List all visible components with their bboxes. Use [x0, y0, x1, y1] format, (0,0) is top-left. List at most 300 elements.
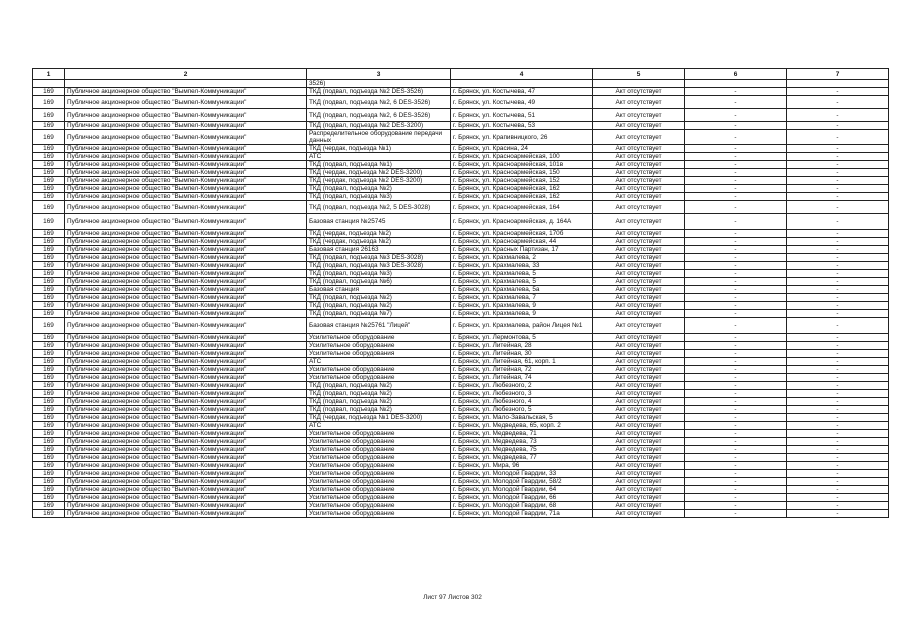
column-header: 7	[787, 69, 889, 80]
table-row	[33, 334, 889, 342]
cell-col7: -	[787, 350, 889, 358]
table-row	[33, 406, 889, 414]
cell-number: 169	[33, 494, 65, 502]
cell-col7: -	[787, 334, 889, 342]
cell-col6: -	[685, 122, 787, 130]
cell-address: г. Брянск, ул. Красноармейская, 164	[451, 201, 593, 214]
cell-address: г. Брянск, ул. Костычева, 47	[451, 88, 593, 96]
cell-act: Акт отсутствует	[593, 430, 685, 438]
cell-address: г. Брянск, ул. Красноармейская, 44	[451, 238, 593, 246]
cell-act: Акт отсутствует	[593, 406, 685, 414]
cell-col6: -	[685, 366, 787, 374]
cell-col7: -	[787, 462, 889, 470]
table-row	[33, 366, 889, 374]
cell-number: 169	[33, 486, 65, 494]
cell-address: г. Брянск, ул. Литейная, 72	[451, 366, 593, 374]
cell-object: Усилительное оборудования	[307, 350, 451, 358]
cell	[451, 80, 593, 88]
cell-object: ТКД (подвал, подъезда №2, 6 DES-3526)	[307, 109, 451, 122]
cell-address: г. Брянск, ул. Любезного, 2	[451, 382, 593, 390]
cell-act: Акт отсутствует	[593, 502, 685, 510]
cell-col7: -	[787, 246, 889, 254]
cell-number: 169	[33, 510, 65, 518]
cell-act: Акт отсутствует	[593, 185, 685, 193]
cell-act: Акт отсутствует	[593, 230, 685, 238]
cell-address: г. Брянск, ул. Литейная, 28	[451, 342, 593, 350]
cell-address: г. Брянск, ул. Костычева, 49	[451, 96, 593, 109]
cell-number: 169	[33, 122, 65, 130]
cell-object: Усилительное оборудование	[307, 486, 451, 494]
cell-col6: -	[685, 406, 787, 414]
cell-col7: -	[787, 366, 889, 374]
cell-col7: -	[787, 161, 889, 169]
cell-act: Акт отсутствует	[593, 462, 685, 470]
cell-col6: -	[685, 109, 787, 122]
table-row	[33, 478, 889, 486]
cell-col6: -	[685, 446, 787, 454]
cell-number: 169	[33, 398, 65, 406]
cell-col6: -	[685, 169, 787, 177]
cell-col7: -	[787, 510, 889, 518]
cell-col6: -	[685, 358, 787, 366]
cell-act: Акт отсутствует	[593, 88, 685, 96]
cell-act: Акт отсутствует	[593, 109, 685, 122]
cell-col6: -	[685, 438, 787, 446]
cell-col6: -	[685, 422, 787, 430]
cell-organization: Публичное акционерное общество "Вымпел-Коммуникации"	[65, 350, 307, 358]
table-row	[33, 462, 889, 470]
cell-act: Акт отсутствует	[593, 169, 685, 177]
cell-number: 169	[33, 446, 65, 454]
cell-col7: -	[787, 302, 889, 310]
cell-address: г. Брянск, ул. Мира, 96	[451, 462, 593, 470]
cell-organization: Публичное акционерное общество "Вымпел-Коммуникации"	[65, 454, 307, 462]
cell-act: Акт отсутствует	[593, 145, 685, 153]
cell-organization: Публичное акционерное общество "Вымпел-Коммуникации"	[65, 153, 307, 161]
cell-col7: -	[787, 502, 889, 510]
table-row	[33, 446, 889, 454]
cell-organization: Публичное акционерное общество "Вымпел-Коммуникации"	[65, 302, 307, 310]
cell-col7: -	[787, 382, 889, 390]
cell-object: ТКД (подвал, подъезда №3 DES-3028)	[307, 262, 451, 270]
cell-number: 169	[33, 130, 65, 145]
cell-col7: -	[787, 238, 889, 246]
cell-col7: -	[787, 177, 889, 185]
cell	[685, 80, 787, 88]
cell-col6: -	[685, 294, 787, 302]
cell-organization: Публичное акционерное общество "Вымпел-Коммуникации"	[65, 342, 307, 350]
cell-col6: -	[685, 254, 787, 262]
cell-act: Акт отсутствует	[593, 470, 685, 478]
cell-number: 169	[33, 438, 65, 446]
cell-col7: -	[787, 438, 889, 446]
cell-number: 169	[33, 502, 65, 510]
cell-address: г. Брянск, ул. Молодой Гвардии, 58/2	[451, 478, 593, 486]
cell-address: г. Брянск, ул. Крахмалева, 5а	[451, 286, 593, 294]
cell-number: 169	[33, 214, 65, 230]
table-row	[33, 286, 889, 294]
cell-object: ТКД (подвал, подъезда №3)	[307, 193, 451, 201]
cell-object: Усилительное оборудование	[307, 342, 451, 350]
cell-address: г. Брянск, ул. Литейная, 74	[451, 374, 593, 382]
cell-col6: -	[685, 350, 787, 358]
cell-organization: Публичное акционерное общество "Вымпел-Коммуникации"	[65, 246, 307, 254]
cell-act: Акт отсутствует	[593, 366, 685, 374]
table-row	[33, 454, 889, 462]
continuation-row	[33, 80, 889, 88]
cell-col7: -	[787, 414, 889, 422]
cell-object: ТКД (подвал, подъезда №2)	[307, 390, 451, 398]
cell-object: ТКД (подвал, подъезда №2 DES-3526)	[307, 88, 451, 96]
table-row	[33, 96, 889, 109]
cell-address: г. Брянск, ул. Молодой Гвардии, 64	[451, 486, 593, 494]
cell-object: АТС	[307, 153, 451, 161]
cell-col7: -	[787, 201, 889, 214]
cell-act: Акт отсутствует	[593, 486, 685, 494]
cell-object: ТКД (подвал, подъезда №1)	[307, 161, 451, 169]
table-row	[33, 214, 889, 230]
cell-organization: Публичное акционерное общество "Вымпел-Коммуникации"	[65, 122, 307, 130]
cell-col7: -	[787, 478, 889, 486]
cell-col7: -	[787, 486, 889, 494]
cell-organization: Публичное акционерное общество "Вымпел-Коммуникации"	[65, 145, 307, 153]
cell-act: Акт отсутствует	[593, 238, 685, 246]
cell-col6: -	[685, 230, 787, 238]
cell-number: 169	[33, 177, 65, 185]
cell-col6: -	[685, 502, 787, 510]
cell-object: Усилительное оборудование	[307, 446, 451, 454]
cell-number: 169	[33, 161, 65, 169]
registry-table	[32, 68, 889, 518]
cell-number: 169	[33, 414, 65, 422]
cell-organization: Публичное акционерное общество "Вымпел-Коммуникации"	[65, 310, 307, 318]
cell-col6: -	[685, 270, 787, 278]
cell-col7: -	[787, 446, 889, 454]
cell-address: г. Брянск, ул. Красноармейская, 162	[451, 193, 593, 201]
cell-act: Акт отсутствует	[593, 310, 685, 318]
table-row	[33, 510, 889, 518]
cell-object: ТКД (подвал, подъезда №2)	[307, 382, 451, 390]
cell-address: г. Брянск, ул. Красноармейская, д. 164А	[451, 214, 593, 230]
table-row	[33, 169, 889, 177]
cell-col7: -	[787, 122, 889, 130]
cell-col7: -	[787, 270, 889, 278]
cell-act: Акт отсутствует	[593, 398, 685, 406]
cell-act: Акт отсутствует	[593, 153, 685, 161]
table-row	[33, 185, 889, 193]
cell-number: 169	[33, 342, 65, 350]
cell-address: г. Брянск, ул. Красина, 24	[451, 145, 593, 153]
cell-object: ТКД (подвал, подъезда №7)	[307, 310, 451, 318]
cell-col7: -	[787, 153, 889, 161]
cell-act: Акт отсутствует	[593, 382, 685, 390]
table-row	[33, 153, 889, 161]
column-header: 4	[451, 69, 593, 80]
cell-number: 169	[33, 145, 65, 153]
cell-col7: -	[787, 230, 889, 238]
cell-col6: -	[685, 318, 787, 334]
cell-organization: Публичное акционерное общество "Вымпел-Коммуникации"	[65, 430, 307, 438]
cell-col6: -	[685, 342, 787, 350]
cell-organization: Публичное акционерное общество "Вымпел-Коммуникации"	[65, 390, 307, 398]
cell-col6: -	[685, 130, 787, 145]
cell-object: АТС	[307, 422, 451, 430]
table-row	[33, 145, 889, 153]
cell-organization: Публичное акционерное общество "Вымпел-Коммуникации"	[65, 201, 307, 214]
cell-act: Акт отсутствует	[593, 390, 685, 398]
cell-act: Акт отсутствует	[593, 302, 685, 310]
column-header: 6	[685, 69, 787, 80]
cell-col7: -	[787, 169, 889, 177]
cell-act: Акт отсутствует	[593, 96, 685, 109]
table-row	[33, 486, 889, 494]
cell-act: Акт отсутствует	[593, 414, 685, 422]
table-row	[33, 398, 889, 406]
cell-organization: Публичное акционерное общество "Вымпел-Коммуникации"	[65, 438, 307, 446]
cell-object: ТКД (подвал, подъезда №6)	[307, 278, 451, 286]
cell-number: 169	[33, 153, 65, 161]
cell-number: 169	[33, 262, 65, 270]
cell-act: Акт отсутствует	[593, 334, 685, 342]
column-header: 1	[33, 69, 65, 80]
cell-col6: -	[685, 286, 787, 294]
table-row	[33, 302, 889, 310]
cell-number: 169	[33, 238, 65, 246]
cell-act: Акт отсутствует	[593, 494, 685, 502]
cell-act: Акт отсутствует	[593, 374, 685, 382]
cell-act: Акт отсутствует	[593, 246, 685, 254]
cell-organization: Публичное акционерное общество "Вымпел-Коммуникации"	[65, 422, 307, 430]
cell-organization: Публичное акционерное общество "Вымпел-Коммуникации"	[65, 177, 307, 185]
cell-col7: -	[787, 278, 889, 286]
table-row	[33, 88, 889, 96]
cell-organization: Публичное акционерное общество "Вымпел-Коммуникации"	[65, 130, 307, 145]
cell-number: 169	[33, 96, 65, 109]
cell-act: Акт отсутствует	[593, 130, 685, 145]
cell-col7: -	[787, 358, 889, 366]
cell-address: г. Брянск, ул. Молодой Гвардии, 68	[451, 502, 593, 510]
cell-col6: -	[685, 262, 787, 270]
cell-address: г. Брянск, ул. Крахмалева, район Лицея №1	[451, 318, 593, 334]
cell-number: 169	[33, 374, 65, 382]
cell-object: ТКД (чердак, подъезда №2 DES-3200)	[307, 177, 451, 185]
cell-col7: -	[787, 145, 889, 153]
cell-col7: -	[787, 130, 889, 145]
cell-address: г. Брянск, ул. Крахмалева, 7	[451, 294, 593, 302]
cell-act: Акт отсутствует	[593, 478, 685, 486]
cell-object: Усилительное оборудование	[307, 438, 451, 446]
cell-address: г. Брянск, ул. Медведева, 77	[451, 454, 593, 462]
cell-organization: Публичное акционерное общество "Вымпел-Коммуникации"	[65, 462, 307, 470]
cell-col7: -	[787, 318, 889, 334]
cell-number: 169	[33, 470, 65, 478]
cell-object: Базовая станция №25745	[307, 214, 451, 230]
table-row	[33, 310, 889, 318]
cell-act: Акт отсутствует	[593, 422, 685, 430]
cell-address: г. Брянск, ул. Молодой Гвардии, 71а	[451, 510, 593, 518]
cell-organization: Публичное акционерное общество "Вымпел-Коммуникации"	[65, 374, 307, 382]
cell-address: г. Брянск, ул. Мало-Завальская, 5	[451, 414, 593, 422]
cell-col7: -	[787, 454, 889, 462]
cell-object: ТКД (подвал, подъезда №3 DES-3028)	[307, 254, 451, 262]
cell-address: г. Брянск, ул. Молодой Гвардии, 33	[451, 470, 593, 478]
cell-col6: -	[685, 398, 787, 406]
cell-number: 169	[33, 201, 65, 214]
cell-col6: -	[685, 238, 787, 246]
cell-address: г. Брянск, ул. Крахмалева, 9	[451, 310, 593, 318]
cell-object: ТКД (чердак, подъезда №2)	[307, 238, 451, 246]
cell-object: АТС	[307, 358, 451, 366]
cell-number: 169	[33, 254, 65, 262]
cell-organization: Публичное акционерное общество "Вымпел-Коммуникации"	[65, 286, 307, 294]
cell	[33, 80, 65, 88]
cell-organization: Публичное акционерное общество "Вымпел-Коммуникации"	[65, 230, 307, 238]
cell-col6: -	[685, 390, 787, 398]
cell-organization: Публичное акционерное общество "Вымпел-Коммуникации"	[65, 270, 307, 278]
cell-number: 169	[33, 430, 65, 438]
cell-act: Акт отсутствует	[593, 193, 685, 201]
cell-col7: -	[787, 185, 889, 193]
cell-address: г. Брянск, ул. Красноармейская, 170б	[451, 230, 593, 238]
cell-number: 169	[33, 454, 65, 462]
table-row	[33, 350, 889, 358]
table-row	[33, 438, 889, 446]
cell-number: 169	[33, 310, 65, 318]
cell-object: Усилительное оборудование	[307, 430, 451, 438]
cell-number: 169	[33, 246, 65, 254]
cell-organization: Публичное акционерное общество "Вымпел-Коммуникации"	[65, 109, 307, 122]
cell-number: 169	[33, 185, 65, 193]
cell-number: 169	[33, 382, 65, 390]
cell-object: Усилительное оборудование	[307, 470, 451, 478]
table-row	[33, 262, 889, 270]
cell-number: 169	[33, 193, 65, 201]
cell-col7: -	[787, 342, 889, 350]
cell-col7: -	[787, 109, 889, 122]
cell-col7: -	[787, 214, 889, 230]
cell-act: Акт отсутствует	[593, 358, 685, 366]
cell-col7: -	[787, 262, 889, 270]
column-header: 5	[593, 69, 685, 80]
cell-organization: Публичное акционерное общество "Вымпел-Коммуникации"	[65, 278, 307, 286]
cell-organization: Публичное акционерное общество "Вымпел-Коммуникации"	[65, 414, 307, 422]
cell-object: Усилительное оборудование	[307, 502, 451, 510]
cell-col6: -	[685, 430, 787, 438]
table-row	[33, 422, 889, 430]
cell-number: 169	[33, 278, 65, 286]
table-row	[33, 318, 889, 334]
cell-organization: Публичное акционерное общество "Вымпел-Коммуникации"	[65, 398, 307, 406]
cell-col7: -	[787, 470, 889, 478]
cell-organization: Публичное акционерное общество "Вымпел-Коммуникации"	[65, 238, 307, 246]
cell-address: г. Брянск, ул. Крахмалева, 2	[451, 254, 593, 262]
cell-col6: -	[685, 278, 787, 286]
cell-col7: -	[787, 88, 889, 96]
cell-col6: -	[685, 470, 787, 478]
cell-col6: -	[685, 478, 787, 486]
cell-number: 169	[33, 286, 65, 294]
cell-col6: -	[685, 454, 787, 462]
cell-object: ТКД (чердак, подъезда №2 DES-3200)	[307, 169, 451, 177]
table-row	[33, 177, 889, 185]
cell-col7: -	[787, 254, 889, 262]
cell-act: Акт отсутствует	[593, 350, 685, 358]
cell-address: г. Брянск, ул. Крахмалева, 9	[451, 302, 593, 310]
cell-col6: -	[685, 310, 787, 318]
cell-address: г. Брянск, ул. Крахмалева, 33	[451, 262, 593, 270]
cell-col7: -	[787, 430, 889, 438]
cell-col6: -	[685, 246, 787, 254]
cell-organization: Публичное акционерное общество "Вымпел-Коммуникации"	[65, 358, 307, 366]
cell-address: г. Брянск, ул. Красноармейская, 150	[451, 169, 593, 177]
cell-col6: -	[685, 161, 787, 169]
table-row	[33, 161, 889, 169]
cell-object: 3526)	[307, 80, 451, 88]
cell-organization: Публичное акционерное общество "Вымпел-Коммуникации"	[65, 406, 307, 414]
cell-object: Усилительное оборудование	[307, 366, 451, 374]
table-row	[33, 358, 889, 366]
cell-act: Акт отсутствует	[593, 214, 685, 230]
table-row	[33, 294, 889, 302]
cell-col7: -	[787, 374, 889, 382]
cell-object: Усилительное оборудование	[307, 454, 451, 462]
cell-object: ТКД (подвал, подъезда №2)	[307, 185, 451, 193]
cell-object: Усилительное оборудование	[307, 334, 451, 342]
cell-number: 169	[33, 366, 65, 374]
cell-object: Базовая станция 26163	[307, 246, 451, 254]
cell-address: г. Брянск, ул. Крапивницкого, 26	[451, 130, 593, 145]
cell-address: г. Брянск, ул. Лермонтова, 5	[451, 334, 593, 342]
cell-col6: -	[685, 153, 787, 161]
cell-number: 169	[33, 270, 65, 278]
cell-number: 169	[33, 462, 65, 470]
table-row	[33, 130, 889, 145]
table-row	[33, 502, 889, 510]
cell-object: ТКД (чердак, подъезда №1)	[307, 145, 451, 153]
cell-address: г. Брянск, ул. Медведева, 65, корп. 2	[451, 422, 593, 430]
page-footer: Лист 97 Листов 302	[423, 594, 482, 601]
cell-col6: -	[685, 382, 787, 390]
cell-col7: -	[787, 96, 889, 109]
cell-object: ТКД (подвал, подъезда №2, 5 DES-3028)	[307, 201, 451, 214]
cell-object: ТКД (подвал, подъезда №2)	[307, 302, 451, 310]
cell-act: Акт отсутствует	[593, 262, 685, 270]
cell-act: Акт отсутствует	[593, 286, 685, 294]
table-row	[33, 470, 889, 478]
cell-act: Акт отсутствует	[593, 254, 685, 262]
table-row	[33, 270, 889, 278]
cell-number: 169	[33, 390, 65, 398]
cell-object: ТКД (чердак, подъезда №1 DES-3200)	[307, 414, 451, 422]
cell-organization: Публичное акционерное общество "Вымпел-Коммуникации"	[65, 185, 307, 193]
cell-address: г. Брянск, ул. Медведева, 73	[451, 438, 593, 446]
cell-act: Акт отсутствует	[593, 294, 685, 302]
cell-act: Акт отсутствует	[593, 201, 685, 214]
cell-number: 169	[33, 302, 65, 310]
cell-col7: -	[787, 294, 889, 302]
cell-act: Акт отсутствует	[593, 446, 685, 454]
cell-col6: -	[685, 374, 787, 382]
cell-number: 169	[33, 109, 65, 122]
cell-col6: -	[685, 510, 787, 518]
cell-number: 169	[33, 169, 65, 177]
cell-col7: -	[787, 422, 889, 430]
cell	[65, 80, 307, 88]
cell-organization: Публичное акционерное общество "Вымпел-Коммуникации"	[65, 193, 307, 201]
cell-organization: Публичное акционерное общество "Вымпел-Коммуникации"	[65, 366, 307, 374]
cell-col7: -	[787, 406, 889, 414]
cell-organization: Публичное акционерное общество "Вымпел-Коммуникации"	[65, 254, 307, 262]
